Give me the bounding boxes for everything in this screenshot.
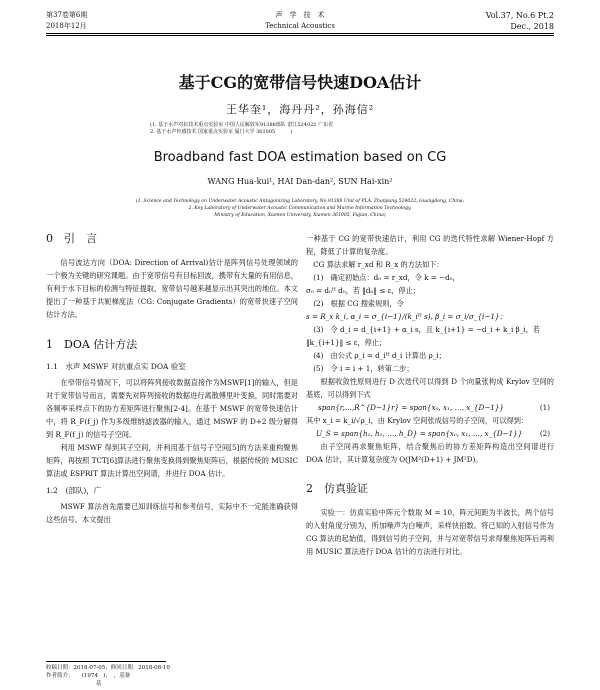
section-heading-doa: 1 DOA 估计方法 — [46, 338, 138, 351]
equation-number: (2) — [539, 429, 550, 438]
left-column — [46, 232, 298, 526]
header-date: 2018年12月 — [46, 22, 87, 30]
header-volume-en: Vol.37, No.6 Pt.2 — [485, 11, 554, 20]
body-paragraph: 实验一：仿真实验中阵元个数取 M = 10，阵元间距为半波长，两个信号的入射角度分别为，所加噪声为白噪声，采样快拍数。将已知的入射信号作为 CG 算法的起始值，得到信号的子空间，并与对宽带信号求得聚焦矩阵后再利用 MUSIC 算法进行 DOA 估计的方法进行对比。 — [306, 508, 554, 556]
header-date-en: Dec., 2018 — [510, 22, 554, 31]
equation-number: (1) — [539, 403, 550, 412]
footnote-correspondence: 基 — [96, 681, 102, 687]
body-paragraph: CG 算法求解 r_xd 和 R_x 的方法如下： — [313, 260, 444, 269]
body-paragraph: 一种基于 CG 的宽带快速估计，利用 CG 的迭代特性求解 Wiener-Hopf 方程，降低了计算的复杂度。 — [306, 234, 554, 256]
header-journal: 声 学 技 术 — [275, 11, 325, 19]
algorithm-step: (3) 令 d_i = d_{i+1} + α_i s，且 k_{i+1} = −d_i + k_i β_i，若 — [313, 325, 540, 334]
body-paragraph: 由子空间再求聚焦矩阵，结合聚焦后的协方差矩阵构造出空间谱进行 DOA 估计，其计算复杂度为 O(JM²(D+1) + JM²D)。 — [306, 442, 554, 464]
body-paragraph: 利用 MSWF 得到其子空间，并利用基于信号子空间[5]的方法来重构聚焦矩阵，再按照 TCT[6]算法进行聚焦变换得到聚焦矩阵后，根据传统的 MUSIC 算法或 ESPRIT 算法计算出空间谱，并进行 DOA 估计。 — [46, 443, 298, 478]
header-journal-en: Technical Acoustics — [265, 22, 335, 30]
authors-cn: 王华奎¹，海丹丹²，孙海信² — [225, 103, 375, 116]
affiliation-cn-line: (1. 基于水声对抗技术重点实验室 中国人民解放军91388部队 湛江524022 广东省 — [150, 122, 334, 128]
body-paragraph: 在窄带信号情况下，可以将阵列接收数据直接作为MSWF[1]的输入，但是对于宽带信号而言，需要先对阵列接收的数据进行离散傅里叶变换，同时需要对各频率采样点下的协方差矩阵进行聚焦[2-4]。在基于 MSWF 的宽带快速估计中，将 R_F(f_j) 作为多级维纳滤波器的输入，通过 MSWF 的 D+2 级分解得到 R_F(f_j) 的信号子空间。 — [46, 378, 298, 439]
body-paragraph: MSWF 算法首先需要已知训练信号和参考信号，实际中不一定能准确获得这些信号。本文提出 — [46, 502, 298, 524]
header-rule-2 — [46, 35, 554, 36]
affiliations-cn — [150, 122, 460, 136]
equation-2: U_S = span{h₁, h₁, …, h_D} = span{x₀, x₁, …, x_{D−1}} — [316, 429, 523, 438]
algorithm-step: (1) 确定初始点：d₀ = r_xd，令 k = −d₀， — [313, 273, 460, 282]
algorithm-step: ‖k_{i+1}‖ ≤ ε，停止； — [306, 338, 387, 347]
algorithm-step: (5) 令 i = i + 1，转第二步； — [313, 364, 414, 373]
equation-row — [306, 401, 554, 414]
section-heading-intro: 0 引 言 — [46, 232, 97, 245]
algorithm-step: (2) 根据 CG 搜索规则，令 — [313, 299, 404, 308]
body-paragraph: 根据收敛性原则进行 D 次迭代可以得到 D 个向量张构成 Krylov 空间的基底，可以得到下式 — [306, 377, 554, 399]
algorithm-formula: s = R_x k_i, α_i = σ_{i−1}/(k_iᴴ s), β_i = σ_i/σ_{i−1}； — [306, 312, 507, 321]
header-volume: 第37卷第6期 — [46, 11, 88, 19]
title-en: Broadband fast DOA estimation based on CG — [153, 150, 447, 165]
equation-1: span{r,…,R^{D−1}r} = span{x₀, x₁, …, x_{D−1}} — [318, 403, 504, 412]
affiliation-en-line: Ministry of Education, Xiamen University, Xiamen 361005, Fujian, China) — [214, 213, 386, 218]
affiliation-cn-line: 2. 基于水声传感技术 国家重点实验室 厦门大学 361005 ) — [150, 129, 293, 135]
equation-row — [306, 427, 554, 440]
right-column — [306, 232, 554, 558]
authors-en: WANG Hua-kui¹, HAI Dan-dan², SUN Hai-xin² — [207, 177, 393, 186]
affiliation-en-line: 2. Key Laboratory of Underwater Acoustic Communication and Marine Information Technology, — [188, 206, 412, 211]
subsection-heading: 1.2 (部队)，广 — [46, 486, 102, 495]
algorithm-step: σ₀ = d₀ᴴ d₀，若 ‖d₀‖ ≤ ε，停止； — [306, 286, 420, 295]
section-heading-simulation: 2 仿真验证 — [306, 482, 368, 495]
footnote-rule — [46, 661, 166, 662]
title-cn: 基于CG的宽带信号快速DOA估计 — [178, 73, 422, 92]
header-rule — [46, 33, 554, 34]
subsection-heading: 1.1 水声 MSWF 对抗重点实 DOA 验室 — [46, 362, 186, 371]
intro-paragraph: 信号波达方向（DOA: Direction of Arrival)估计是阵列信号处理领域的一个极为关键的研究课题。由于宽带信号有目标回波，携带有大量的有用信息，有利于水下目标的检测与特征提取，宽带信号越来越显示出其突出的地位。本文提出了一种基于共轭梯度法（CG: Conjugate Gradients）的宽带快速子空间估计方法。 — [46, 258, 298, 319]
affiliations-en — [60, 198, 540, 219]
affiliation-en-line: (1. Science and Technology on Underwater Acoustic Antagonizing Laboratory, No.91388 Unit of PLA, Zhanjiang 524022, Guangdong, China; — [135, 199, 465, 204]
footnote-received: 收稿日期：2018-07-05；修回日期：2018-08-10 — [46, 665, 170, 671]
body-paragraph: 其中 x_i = k_i/√ρ_i，由 Krylov 空间张成信号的子空间，可以得到： — [306, 416, 529, 425]
algorithm-step: (4) 由公式 ρ_i = d_iᴴ d_i 计算出 ρ_i； — [313, 351, 446, 360]
footnote-author: 作者简介： (1974 )， ，基备 — [46, 673, 131, 679]
